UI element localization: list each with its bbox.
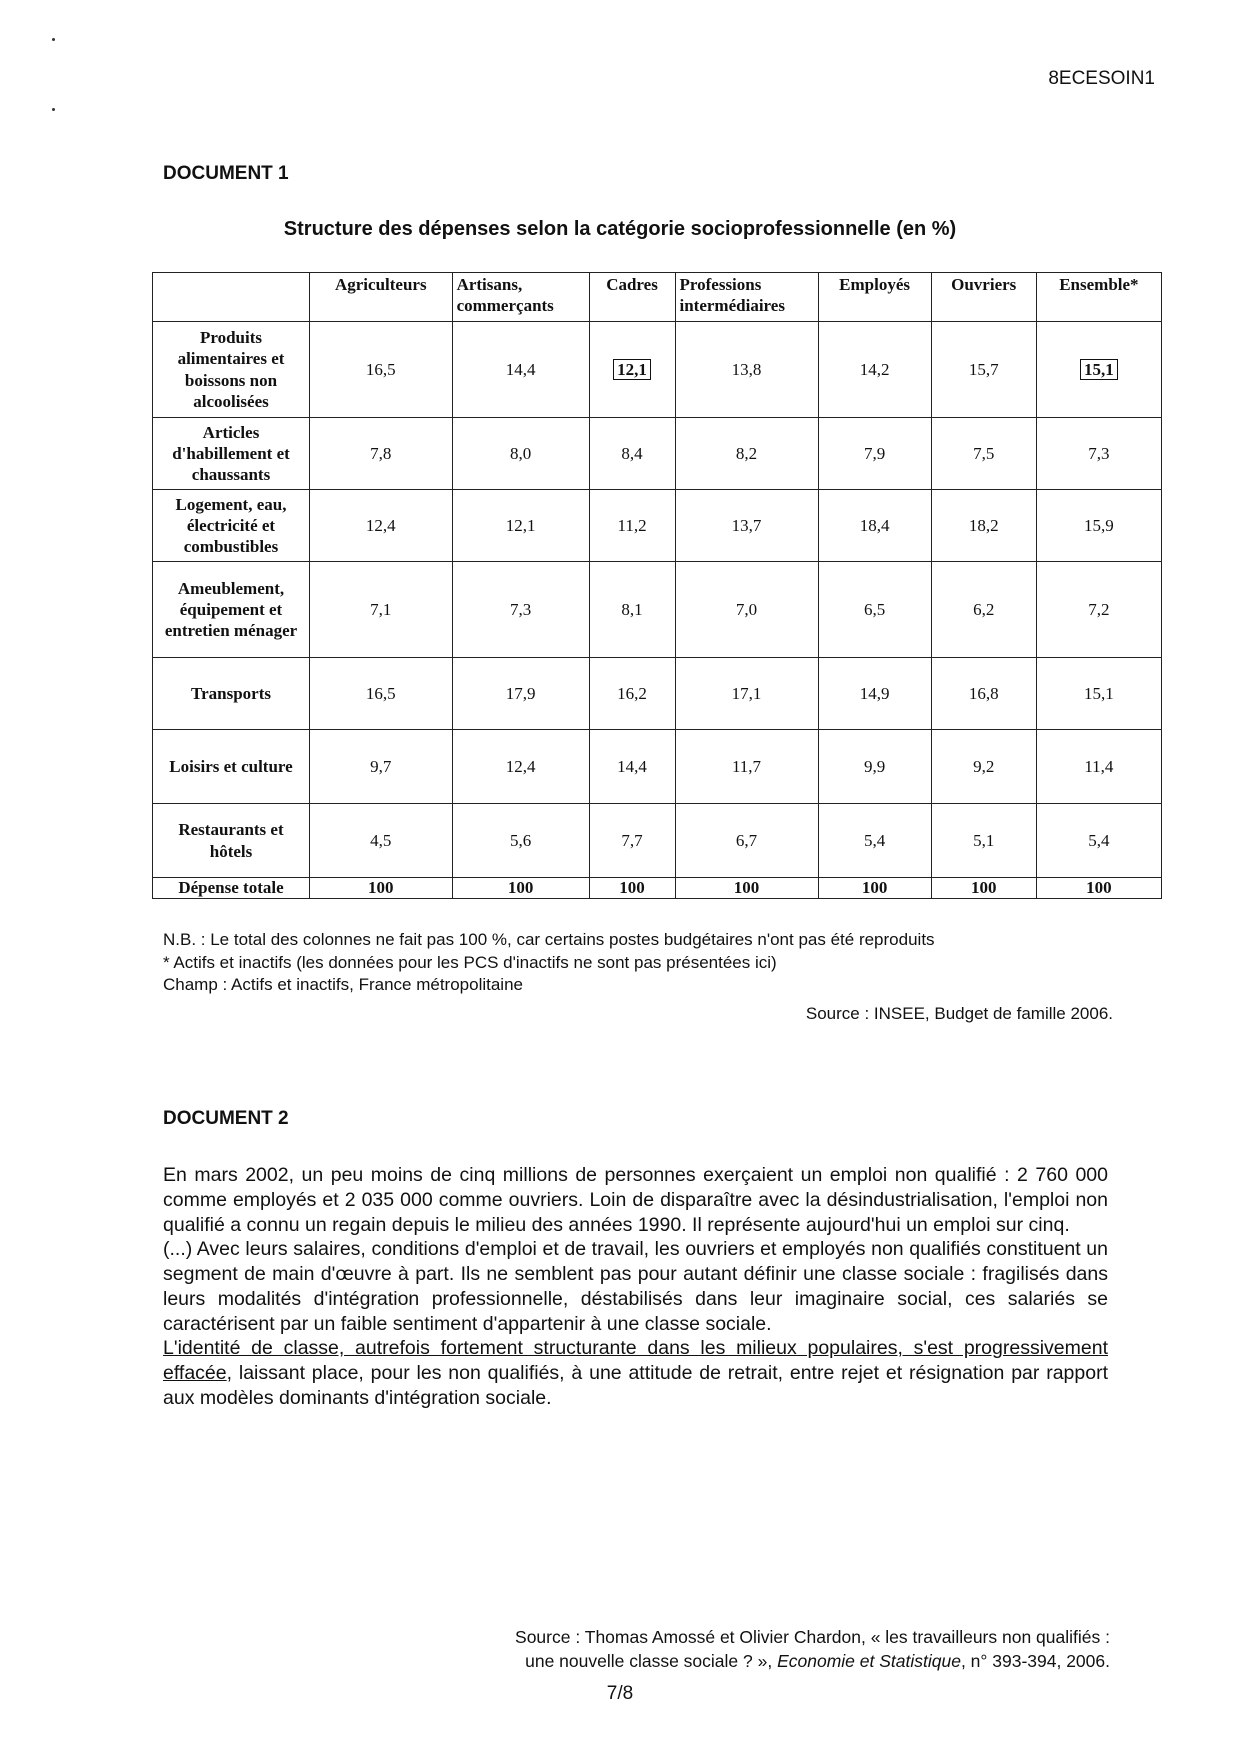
table-source: Source : INSEE, Budget de famille 2006.: [805, 1003, 1113, 1023]
cell: 15,7: [931, 322, 1036, 418]
table-header-row: [153, 273, 1162, 322]
total-cell: 100: [818, 878, 931, 899]
cell: 15,1: [1036, 658, 1161, 730]
cell: 12,4: [452, 730, 589, 804]
document-2-heading: DOCUMENT 2: [163, 1108, 289, 1129]
paragraph: En mars 2002, un peu moins de cinq millions de personnes exerçaient un emploi non qualifié : 2 760 000 comme employés et 2 035 000 comme ouvriers. Loin de disparaître avec la désindustrialisation, l'emploi non qualifié a connu un regain depuis le milieu des années 1990. Il représente aujourd'hui un emploi sur cinq.: [163, 1164, 1108, 1236]
cell: 17,9: [452, 658, 589, 730]
cell: 9,2: [931, 730, 1036, 804]
cell: 6,7: [675, 804, 818, 878]
highlight-box: 12,1: [613, 359, 651, 380]
row-label: Transports: [153, 658, 310, 730]
cell: 14,9: [818, 658, 931, 730]
cell: 8,2: [675, 418, 818, 490]
cell: 18,4: [818, 490, 931, 562]
paragraph: (...) Avec leurs salaires, conditions d'emploi et de travail, les ouvriers et employés non qualifiés constituent un segment de main d'œuvre à part. Ils ne semblent pas pour autant définir une classe sociale : fragilisés dans leurs modalités d'intégration professionnelle, déstabilisés dans leur imaginaire social, ces salariés se caractérisent par un faible sentiment d'appartenir à une classe sociale.: [163, 1238, 1108, 1335]
cell: 5,6: [452, 804, 589, 878]
row-label: Logement, eau, électricité et combustibles: [153, 490, 310, 562]
cell: 14,2: [818, 322, 931, 418]
cell-highlighted: [1036, 322, 1161, 418]
column-header-artisans: Artisans, commerçants: [452, 273, 589, 322]
cell: 16,5: [310, 658, 453, 730]
cell: 9,9: [818, 730, 931, 804]
row-label: Produits alimentaires et boissons non alcoolisées: [153, 322, 310, 418]
paragraph-rest: , laissant place, pour les non qualifiés, à une attitude de retrait, entre rejet et résignation par rapport aux modèles dominants d'intégration sociale.: [163, 1362, 1108, 1409]
total-cell: 100: [1036, 878, 1161, 899]
source-line: [350, 1650, 1110, 1674]
cell: 8,4: [589, 418, 675, 490]
column-header-professions: Professions intermédiaires: [675, 273, 818, 322]
cell: 17,1: [675, 658, 818, 730]
column-header-employes: Employés: [818, 273, 931, 322]
cell: 13,8: [675, 322, 818, 418]
cell: 6,5: [818, 562, 931, 658]
cell: 7,9: [818, 418, 931, 490]
cell: 4,5: [310, 804, 453, 878]
journal-title: Economie et Statistique: [777, 1650, 961, 1671]
note-nb: N.B. : Le total des colonnes ne fait pas 100 %, car certains postes budgétaires n'ont pas été reproduits: [163, 930, 935, 949]
cell: 7,2: [1036, 562, 1161, 658]
total-cell: 100: [589, 878, 675, 899]
column-header-cadres: Cadres: [589, 273, 675, 322]
row-label: Restaurants et hôtels: [153, 804, 310, 878]
column-header-agriculteurs: Agriculteurs: [310, 273, 453, 322]
cell: 7,3: [452, 562, 589, 658]
cell: 7,1: [310, 562, 453, 658]
table-row: [153, 490, 1162, 562]
cell: 11,7: [675, 730, 818, 804]
total-cell: 100: [931, 878, 1036, 899]
cell: 16,8: [931, 658, 1036, 730]
table-row: [153, 418, 1162, 490]
total-cell: 100: [675, 878, 818, 899]
total-label: Dépense totale: [153, 878, 310, 899]
cell: 12,1: [452, 490, 589, 562]
table-notes: [163, 929, 1123, 1025]
scan-speck: [52, 108, 55, 111]
table-total-row: [153, 878, 1162, 899]
expenditure-table: [152, 272, 1162, 899]
highlight-box: 15,1: [1080, 359, 1118, 380]
row-label: Loisirs et culture: [153, 730, 310, 804]
cell: 16,5: [310, 322, 453, 418]
table-title: Structure des dépenses selon la catégorie socioprofessionnelle (en %): [283, 218, 957, 240]
underlined-passage: L'identité de classe, autrefois fortement structurante dans les milieux populaires, s'est progressivement effacée: [163, 1337, 1108, 1384]
cell: 15,9: [1036, 490, 1161, 562]
cell: 16,2: [589, 658, 675, 730]
source-line: Source : Thomas Amossé et Olivier Chardon, « les travailleurs non qualifiés :: [515, 1627, 1110, 1647]
total-cell: 100: [452, 878, 589, 899]
column-header-ouvriers: Ouvriers: [931, 273, 1036, 322]
cell: 5,4: [1036, 804, 1161, 878]
cell: 14,4: [452, 322, 589, 418]
cell: 7,3: [1036, 418, 1161, 490]
row-label: Ameublement, équipement et entretien ménager: [153, 562, 310, 658]
table-row: [153, 562, 1162, 658]
cell: 5,1: [931, 804, 1036, 878]
cell: 8,0: [452, 418, 589, 490]
document-2-source: [350, 1626, 1110, 1673]
page-number: 7/8: [606, 1683, 634, 1704]
cell: 6,2: [931, 562, 1036, 658]
table-row: [153, 658, 1162, 730]
cell: 7,0: [675, 562, 818, 658]
cell: 7,5: [931, 418, 1036, 490]
table-row: [153, 322, 1162, 418]
cell: 7,7: [589, 804, 675, 878]
document-2-text: [163, 1163, 1108, 1411]
source-text: , n° 393-394, 2006.: [960, 1650, 1110, 1671]
cell: 12,4: [310, 490, 453, 562]
cell: 11,2: [589, 490, 675, 562]
row-label: Articles d'habillement et chaussants: [153, 418, 310, 490]
paragraph: [163, 1336, 1108, 1410]
cell: 9,7: [310, 730, 453, 804]
cell: 8,1: [589, 562, 675, 658]
cell: 5,4: [818, 804, 931, 878]
document-1-heading: DOCUMENT 1: [163, 163, 289, 184]
table-row: [153, 804, 1162, 878]
scan-speck: [52, 38, 55, 41]
total-cell: 100: [310, 878, 453, 899]
exam-code: 8ECESOIN1: [1048, 68, 1155, 89]
cell: 7,8: [310, 418, 453, 490]
source-text: une nouvelle classe sociale ? »,: [525, 1650, 778, 1671]
column-header-empty: [153, 273, 310, 322]
note-asterisk: * Actifs et inactifs (les données pour les PCS d'inactifs ne sont pas présentées ici): [163, 952, 777, 972]
cell: 18,2: [931, 490, 1036, 562]
cell-highlighted: [589, 322, 675, 418]
note-champ: Champ : Actifs et inactifs, France métropolitaine: [163, 975, 523, 995]
cell: 13,7: [675, 490, 818, 562]
cell: 11,4: [1036, 730, 1161, 804]
column-header-ensemble: Ensemble*: [1036, 273, 1161, 322]
table-row: [153, 730, 1162, 804]
cell: 14,4: [589, 730, 675, 804]
